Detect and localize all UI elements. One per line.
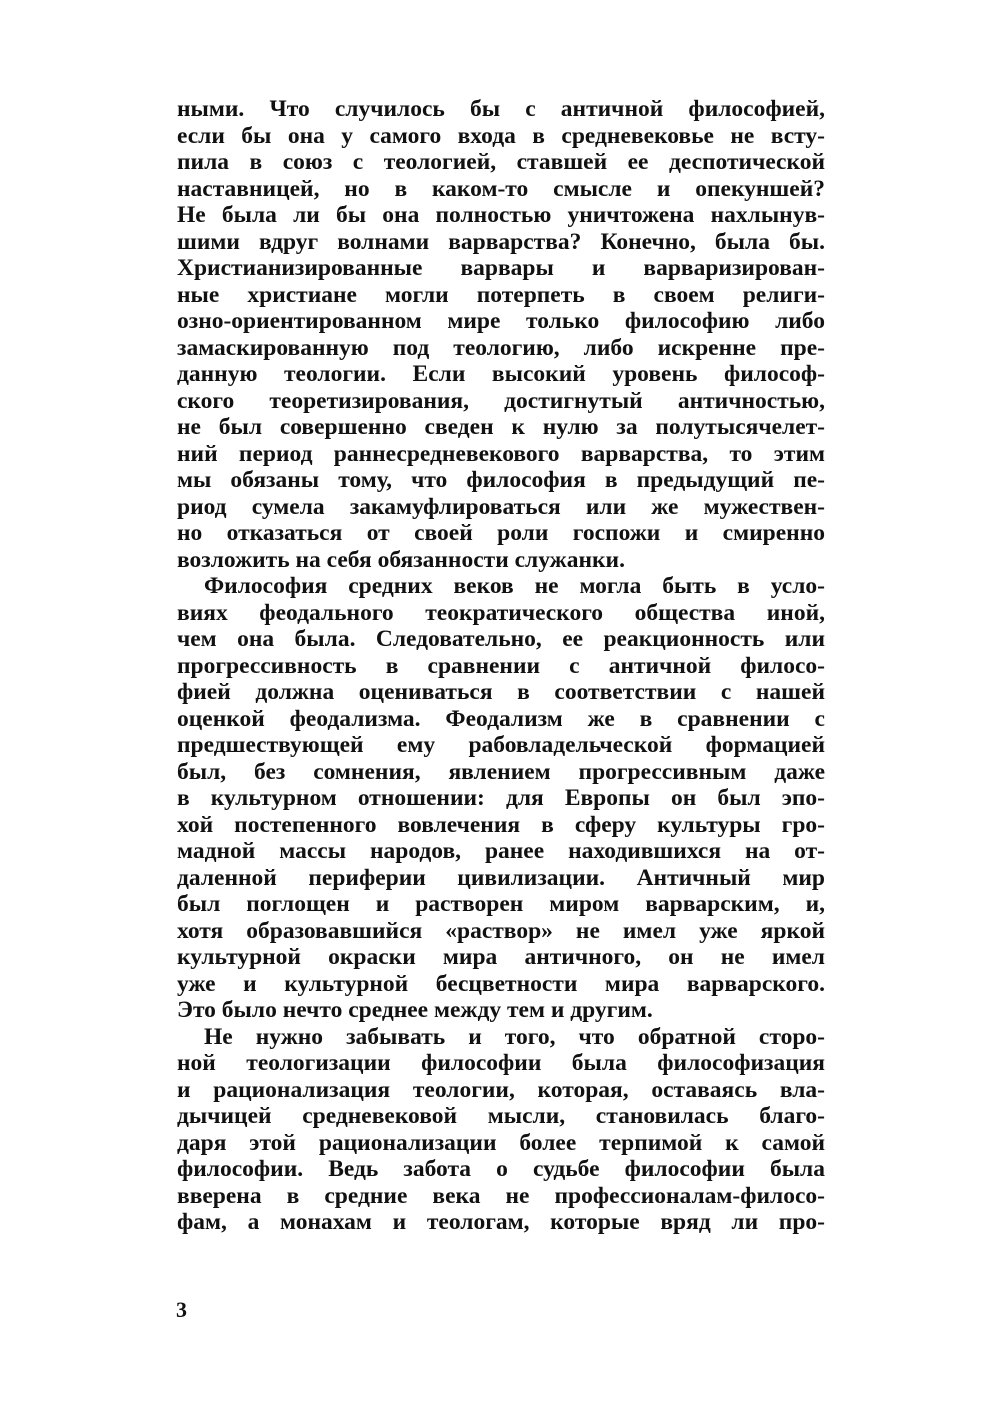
text-line: уже и культурной бесцветности мира варварского. bbox=[177, 970, 825, 997]
text-line: Философия средних веков не могла быть в усло- bbox=[204, 573, 825, 599]
text-line: чем она была. Следовательно, ее реакционность или bbox=[177, 626, 825, 652]
text-line: не был совершенно сведен к нулю за полутысячелет- bbox=[177, 414, 825, 440]
text-line: Это было нечто среднее между тем и другим. bbox=[177, 997, 653, 1023]
text-line: философии. Ведь забота о судьбе философии была bbox=[177, 1156, 825, 1182]
text-line: дычицей средневековой мысли, становилась благо- bbox=[177, 1103, 825, 1129]
text-line: ной теологизации философии была философизация bbox=[177, 1050, 825, 1076]
text-line: хой постепенного вовлечения в сферу культуры гро- bbox=[177, 811, 825, 838]
text-line: ные христиане могли потерпеть в своем религи- bbox=[177, 281, 825, 308]
paragraph-3 bbox=[177, 1024, 825, 1236]
text-line: озно-ориентированном мире только философию либо bbox=[177, 308, 825, 334]
text-line: в культурном отношении: для Европы он был эпо- bbox=[177, 785, 825, 811]
text-line: виях феодального теократического общества иной, bbox=[177, 599, 825, 626]
text-line: ского теоретизирования, достигнутый античностью, bbox=[177, 387, 825, 414]
text-line: если бы она у самого входа в средневековье не всту- bbox=[177, 122, 825, 149]
paragraph-1 bbox=[177, 96, 825, 573]
text-line: и рационализация теологии, которая, оставаясь вла- bbox=[177, 1076, 825, 1103]
text-line: фией должна оцениваться в соответствии с нашей bbox=[177, 679, 825, 705]
text-line: Не нужно забывать и того, что обратной сторо- bbox=[204, 1023, 825, 1050]
text-line: мы обязаны тому, что философия в предыдущий пе- bbox=[177, 467, 825, 493]
paragraph-2 bbox=[177, 573, 825, 1024]
text-line: был поглощен и растворен миром варварским, и, bbox=[177, 891, 825, 917]
text-line: предшествующей ему рабовладельческой формацией bbox=[177, 732, 825, 758]
text-line: хотя образовавшийся «раствор» не имел уже яркой bbox=[177, 917, 825, 944]
text-line: мадной массы народов, ранее находившихся на от- bbox=[177, 838, 825, 864]
text-line: шими вдруг волнами варварства? Конечно, была бы. bbox=[177, 228, 825, 255]
text-line: даря этой рационализации более терпимой к самой bbox=[177, 1129, 825, 1156]
text-line: культурной окраски мира античного, он не имел bbox=[177, 944, 825, 970]
text-line: риод сумела закамуфлироваться или же мужествен- bbox=[177, 493, 825, 520]
text-line: ний период раннесредневекового варварства, то этим bbox=[177, 440, 825, 467]
text-line: пила в союз с теологией, ставшей ее деспотической bbox=[177, 149, 825, 175]
text-line: Христианизированные варвары и варваризирован- bbox=[177, 255, 825, 281]
text-line: ными. Что случилось бы с античной философией, bbox=[177, 96, 825, 122]
text-line: даленной периферии цивилизации. Античный мир bbox=[177, 864, 825, 891]
text-line: фам, а монахам и теологам, которые вряд ли про- bbox=[177, 1209, 825, 1235]
text-line: был, без сомнения, явлением прогрессивным даже bbox=[177, 758, 825, 785]
text-line: оценкой феодализма. Феодализм же в сравнении с bbox=[177, 705, 825, 732]
text-line: возложить на себя обязанности служанки. bbox=[177, 546, 625, 573]
text-line: прогрессивность в сравнении с античной филосо- bbox=[177, 652, 825, 679]
text-line: замаскированную под теологию, либо искренне пре- bbox=[177, 334, 825, 361]
page-number: 3 bbox=[176, 1297, 187, 1322]
text-line: наставницей, но в каком-то смысле и опекуншей? bbox=[177, 175, 825, 202]
text-line: Не была ли бы она полностью уничтожена нахлынув- bbox=[177, 202, 825, 228]
text-line: но отказаться от своей роли госпожи и смиренно bbox=[177, 520, 825, 546]
text-line: данную теологии. Если высокий уровень философ- bbox=[177, 361, 825, 387]
text-line: вверена в средние века не профессионалам-филосо- bbox=[177, 1182, 825, 1209]
page-text bbox=[177, 96, 825, 1236]
